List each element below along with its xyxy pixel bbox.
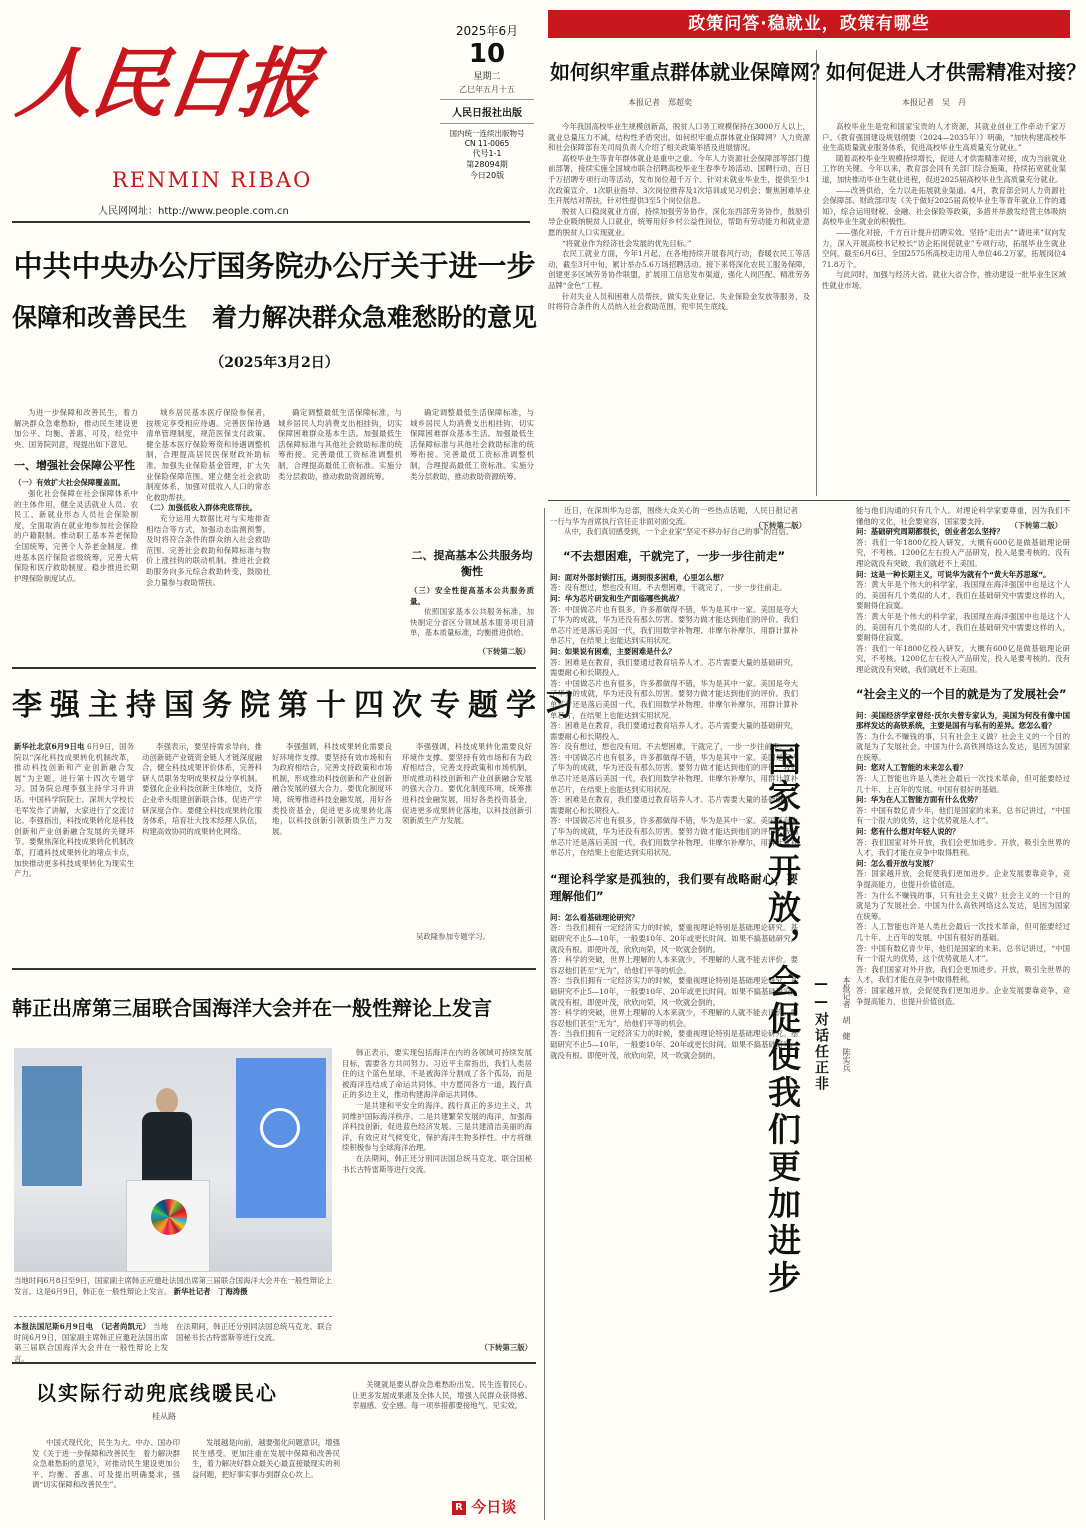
li-article (12, 672, 582, 962)
opinion-sub-1: （一）有效扩大社会保障覆盖面。 (14, 478, 125, 488)
han-lead-text: 当地时间6月9日，国家副主席韩正应邀赴法国出席第三届联合国海洋大会并在一般性辩论上发言。 (14, 1322, 168, 1363)
interview-byline-block (840, 976, 854, 1216)
policy-1-p6: 针对失业人员和困难人员帮扶，做实失业登记、失业保险金发放等服务，及时将符合条件的人员纳入社会救助范围，兜牢民生底线。 (548, 291, 810, 312)
sdg-wheel-icon (151, 1199, 187, 1235)
han-caption (14, 1276, 332, 1312)
interview-a2: 答：中国做芯片也有很多，许多都做得不错，华为是其中一家。美国是夸大了华为的成就，华为还没有那么厉害。要努力做才能达到他们的评价。我们单芯片还是落后美国一代，我们用数学补物理、非摩尔补摩尔，用群计算补单芯片，在结果上也能达到实用状况。 (550, 604, 798, 646)
policy-1-title: 如何织牢重点群体就业保障网？ (550, 60, 830, 84)
commentary-text-1: 中国式现代化，民生为大。中办、国办印发《关于进一步保障和改善民生 着力解决群众急难愁盼的意见》，对推动民生建设更加公平、均衡、普惠、可及提出明确要求，强调“切实保障和改善民生”。 (32, 1438, 180, 1490)
date-weekday: 星期二 (473, 72, 501, 82)
interview-ra4-repeat: 答：人工智能也许是人类社会最后一次技术革命，但可能要经过几十年、上百年的发展。中国有很好的基础。 (856, 922, 1070, 942)
issue: 第28094期 (466, 160, 508, 169)
interview-title: 国家越开放，会促使我们更加进步 (763, 742, 802, 1297)
opinion-sub-2: （二）加强低收入群体兜底帮扶。 (146, 503, 257, 513)
interview-ra7-repeat: 答：国家越开放，会促使我们更加进步。企业发展要靠竞争，竞争提高能力，也提升价值创造。 (856, 985, 1070, 1006)
today-talk-logo (452, 1496, 532, 1518)
han-col3-text-2: 一是共建和平安全的海洋。践行真正的多边主义，共同维护国际海洋秩序。二是共建繁荣发展的海洋，加强海洋科技创新，促进蓝色经济发展。三是共建清洁美丽的海洋，有效应对气候变化，保护海洋生物多样性。中方将继续积极参与全球海洋治理。 (342, 1100, 532, 1153)
masthead-website: 人民网网址：http://www.people.com.cn (98, 206, 289, 217)
headline-line-1: 中共中央办公厅国务院办公厅关于进一步 (13, 249, 536, 283)
interview-rq4: 问：您对人工智能的未来怎么看？ (856, 763, 967, 773)
interview-q0: 从中，我们真切感受到，一个企业家“坚定不移办好自己的事”的自信。 (564, 527, 794, 537)
li-col4-text: 李强强调，科技成果转化需要良好环境作支撑。要坚持有效市场和有为政府相结合，完善支持政策和市场机制，形成推动科技创新和产业创新融合发展的强大合力。要优化制度环境，统筹推进科技金融发展，用好各类投资基金，促进更多成果转化落地，以科技创新引领新质生产力发展。 (402, 742, 532, 826)
interview-q1: 问：面对外部封锁打压，遇到很多困难，心里怎么想？ (550, 572, 728, 582)
opinion-col-1 (14, 408, 138, 658)
li-title: 李强主持国务院第十四次专题学习 (12, 688, 582, 723)
interview-article (550, 506, 1072, 1522)
policy-2-continued: （下转第二版） (1010, 521, 1062, 530)
li-col4b-text: 吴政隆参加专题学习。 (416, 932, 490, 941)
li-lead: 新华社北京6月9日电 (14, 742, 85, 751)
interview-ra2-repeat: 答：黄大年是个伟大的科学家，我国现在海洋强国中也是这个人的。美国有几个类似的人才，我们在基础研究中需要这样的人，要耐得住寂寞。 (856, 611, 1070, 643)
interview-q4: 问：怎么看基础理论研究？ (550, 912, 639, 922)
interview-a2-repeat: 答：中国做芯片也有很多，许多都做得不错，华为是其中一家。美国是夸大了华为的成就，华为还没有那么厉害。要努力做才能达到他们的评价。我们单芯片还是落后美国一代，我们用数学补物理、非摩尔补摩尔，用群计算补单芯片，在结果上也能达到实用状况。 (550, 678, 798, 720)
li-col-3 (272, 742, 392, 952)
commentary-col-1 (32, 1438, 180, 1520)
interview-vertical-title (760, 742, 810, 1332)
li-col-4 (402, 742, 532, 952)
policy-2-body (822, 122, 1066, 517)
commentary-byline: 桂从路 (152, 1412, 176, 1421)
headline-date: （2025年3月2日） (210, 355, 339, 371)
opinion-col2b-text: 充分运用大数据比对与实地排查相结合等方式，加强动态监测预警，及时将符合条件的群众纳入社会救助范围。完善社会救助和保障标准与物价上涨挂钩的联动机制。推进社会救助服务向多元综合救助转变，鼓励社会力量参与救助帮扶。 (146, 513, 270, 587)
interview-ra2: 答：黄大年是个伟大的科学家，我国现在海洋强国中也是这个人的。美国有几个类似的人才，我们在基础研究中需要这样的人，要耐得住寂寞。 (856, 580, 1070, 611)
interview-ra3: 答：为什么不赚钱的事，只有社会主义做？社会主义的一个目的就是为了发展社会。中国为什么高铁网络这么发达，是因为国家在统筹。 (856, 731, 1070, 762)
opinion-sub-3: （三）安全性提高基本公共服务质量。 (410, 586, 534, 606)
interview-byline: 本报记者 胡 健 陈实兵 (842, 976, 851, 1072)
interview-r-top: 能与他们沟通的只有几个人。对理论科学家要尊重，因为我们不懂他的文化，社会要宽容，国家要支持。 (856, 506, 1070, 526)
policy-1-p4: “将就业作为经济社会发展的优先目标。” (562, 238, 692, 248)
cn-label: 国内统一连续出版物号 (449, 129, 525, 138)
commentary-col-3 (352, 1380, 532, 1492)
han-photo (14, 1048, 332, 1272)
policy-1-body (548, 122, 810, 517)
interview-ra5: 答：中国有数亿青少年，他们是国家的未来。总书记讲过，“中国有一个很大的优势，这个优势就是人才”。 (856, 805, 1070, 826)
policy-2-p3: ——改善供给，全力以赴拓展就业渠道。4月，教育部会同人力资源社会保障部、财政部印发《关于做好2025届高校毕业生等青年就业工作的通知》，综合运用财税、金融、社会保险等政策，多措并举激发经营主体吸纳高校毕业生就业的积极性。 (822, 185, 1066, 227)
li-col1-text: 6月9日，国务院以“深化科技成果转化机制改革，推动科技创新和产业创新融合发展”为主题，进行第十四次专题学习。国务院总理李强主持学习并讲话。中国科学院院士、深圳大学校长毛军发作了讲解，大家进行了交流讨论。李强指出，科技成果转化是科技创新和产业创新融合发展的关键环节。要聚焦深化科技成果转化机制改革，打通科技成果转化的堵点卡点，加快推动更多科技成果转化为现实生产力。 (14, 742, 134, 879)
opinion-body (14, 408, 534, 660)
commentary-text-3: 关键就是要从群众急难愁盼出发。民生连着民心。让更多发展成果惠及全体人民，增强人民群众获得感、幸福感、安全感。每一项举措都要接地气、见实效。 (352, 1380, 532, 1411)
headline-line-2: 保障和改善民生 着力解决群众急难愁盼的意见 (12, 303, 538, 332)
interview-right-sub: “社会主义的一个目的就是为了发展社会” (856, 686, 1067, 701)
interview-a4-repeat-2: 答：当我们拥有一定经济实力的时候，要重视理论特别是基础理论研究。基础研究不止5—10年，一般要10年、20年或更长时间。如果不搞基础研究，就没有根。即使叶茂，欣欣向荣，风一吹就会倒的。 (550, 1029, 798, 1060)
interview-q3: 问：如果说有困难，主要困难是什么？ (550, 646, 676, 656)
opinion-continued: （下转第二版） (478, 647, 530, 656)
interview-q2: 问：华为芯片研发和生产面临哪些挑战？ (550, 593, 684, 603)
han-continued: （下转第三版） (480, 1343, 532, 1352)
interview-rq6: 问：您有什么想对年轻人说的？ (856, 827, 960, 837)
han-caption-text: 当地时间6月8日至9日，国家副主席韩正应邀赴法国出席第三届联合国海洋大会并在一般性辩论上发言。这是6月9日，韩正在一般性辩论上发言。 (14, 1276, 332, 1296)
li-col-2 (142, 742, 262, 952)
commentary (12, 1366, 536, 1524)
main-headline (12, 230, 537, 410)
li-col-1 (14, 742, 134, 952)
interview-a3-repeat-2: 答：困难是在教育，我们要通过教育培养人才。芯片需要大量的基础研究，需要耐心和长期投入。 (550, 795, 798, 815)
masthead (11, 8, 544, 218)
han-photo-credit: 新华社记者 丁海涛摄 (173, 1286, 248, 1296)
interview-intro: 近日，在深圳华为总部，围绕大众关心的一些热点话题，人民日报记者一行与华为首席执行官任正非面对面交流。 (550, 506, 798, 526)
opinion-col4b-text: 依照国家基本公共服务标准，加快制定分省区分领域基本服务项目清单，基本质量标准，均衡推进供给。 (410, 607, 534, 638)
interview-a1: 答：没有想过，想也没有用。不去想困难，干就完了，一步一步往前走。 (550, 583, 787, 593)
policy-1-byline: 本报记者 郑超奕 (628, 98, 692, 107)
policy-1-p2: 高校毕业生等青年群体就业是重中之重。今年人力资源社会保障部等部门提前部署，接续实施全国城市联合招聘高校毕业生春季专场活动、国聘行动、百日千万招聘专项行动等活动，发布岗位超千万个。针对未就业毕业生，提供至少1次政策宣介、1次职业指导、3次岗位推荐及1次培训或见习机会；聚焦困难毕业生开展结对帮扶，针对性提供3至5个岗位信息。 (548, 153, 810, 206)
interview-ra6: 答：我们国家对外开放，我们会更加进步。开放，吸引全世界的人才，我们才能在竞争中取得胜利。 (856, 837, 1070, 858)
policy-banner-text: 政策问答·稳就业，政策有哪些 (688, 14, 930, 34)
interview-a2-repeat-3: 答：中国做芯片也有很多，许多都做得不错，华为是其中一家。美国是夸大了华为的成就，华为还没有那么厉害。要努力做才能达到他们的评价。我们单芯片还是落后美国一代，我们用数学补物理、非摩尔补摩尔，用群计算补单芯片，在结果上也能达到实用状况。 (550, 816, 798, 858)
date-day: 10 (468, 39, 506, 69)
interview-a5: 答：科学的突破，世界上理解的人本来就少，不理解的人就不能去评价。要容忍他们甚至“无为”，给他们平等的机会。 (550, 955, 798, 975)
interview-ra3-repeat: 答：为什么不赚钱的事，只有社会主义做？社会主义的一个目的就是为了发展社会。中国为什么高铁网络这么发达，是因为国家在统筹。 (856, 890, 1070, 921)
cn-number: CN 11-0065 (464, 139, 510, 148)
pages: 今日20版 (469, 171, 505, 180)
policy-1-p3: 脱贫人口稳岗就业方面，持续加强劳务协作，深化东西部劳务协作，鼓励引导企业吸纳脱贫人口就业，统筹用好乡村公益性岗位，帮助有劳动能力和就业意愿的脱贫人口实现就业。 (548, 206, 810, 237)
policy-1-p5: 农民工就业方面，今年1月起，在各地持续开展春风行动，春暖农民工等活动，截至3月中旬，累计举办5.6万场招聘活动。接下来将深化农民工服务保障，创建更多区域劳务协作联盟，扩展用工信息发布渠道，强化人岗匹配、精准劳务品牌“金色”工程。 (548, 249, 810, 290)
policy-2-title: 如何促进人才供需精准对接？ (826, 60, 1086, 84)
policy-banner (548, 10, 1070, 38)
today-talk-label: 今日谈 (471, 1498, 517, 1516)
interview-ra1: 答：我们一年1800亿投入研发，大概有600亿是做基础理论研究，不考核。1200亿左右投入产品研发，投入是要考核的。没有理论就没有突破，我们就赶不上美国。 (856, 537, 1070, 568)
han-article (12, 972, 536, 1363)
han-lead-col-2-text: 在法期间，韩正还分别同法国总统马克龙、联合国秘书长古特雷斯等进行交流。 (176, 1322, 332, 1342)
opinion-section-1: 一、增强社会保障公平性 (14, 459, 135, 473)
interview-a4: 答：当我们拥有一定经济实力的时候，要重视理论特别是基础理论研究。基础研究不止5—10年，一般要10年、20年或更长时间。如果不搞基础研究，就没有根。即使叶茂，欣欣向荣，风一吹就会倒的。 (550, 923, 798, 954)
interview-sub-2: “理论科学家是孤独的，我们要有战略耐心，要理解他们” (550, 871, 798, 903)
interview-subtitle-block (812, 976, 832, 1236)
interview-rq7: 问：怎么看开放与发展？ (856, 858, 938, 868)
opinion-intro: 为进一步保障和改善民生，着力解决群众急难愁盼，推动民生建设更加公平、均衡、普惠、可及，经党中央、国务院同意，现提出如下意见。 (14, 408, 138, 449)
policy-1-continued: （下转第二版） (754, 521, 806, 530)
interview-rq2: 问：这是一种长期主义，可说华为就有个“黄大年苏思琢”。 (856, 569, 1051, 579)
interview-ra6-repeat: 答：我们国家对外开放，我们会更加进步。开放，吸引全世界的人才，我们才能在竞争中取得胜利。 (856, 964, 1070, 985)
interview-sub-1: “不去想困难，干就完了，一步一步往前走” (562, 548, 786, 563)
interview-subtitle: ——对话任正非 (813, 976, 829, 1092)
today-talk-icon: R (452, 1501, 466, 1515)
han-lead: 本报法国尼斯6月9日电 （记者尚凯元） (14, 1322, 151, 1331)
han-col3-text-1: 韩正表示，要实现包括海洋在内的各领域可持续发展目标，需要各方共同努力。习近平主席指出，我们人类居住的这个蓝色星球，不是被海洋分割成了各个孤岛，而是被海洋连结成了命运共同体。中方愿同各方一道，践行真正的多边主义，推动构建海洋命运共同体。 (342, 1048, 532, 1100)
policy-2-byline: 本报记者 吴 丹 (902, 98, 966, 107)
commentary-title: 以实际行动兜底线暖民心 (36, 1381, 278, 1405)
li-col3-text: 李强强调，科技成果转化需要良好环境作支撑。要坚持有效市场和有为政府相结合，完善支持政策和市场机制，形成推动科技创新和产业创新融合发展的强大合力。要优化制度环境，统筹推进科技金融发展，用好各类投资基金，促进更多成果转化落地，以科技创新引领新质生产力发展。 (272, 742, 392, 836)
interview-a1-repeat: 答：没有想过，想也没有用。不去想困难，干就完了，一步一步往前走。 (550, 742, 787, 752)
li-col2-text: 李强表示，要坚持需求导向，推动创新链产业链资金链人才链深度融合，健全科技成果评价体系，完善科研人员职务发明成果权益分享机制。要强化企业科技创新主体地位，支持企业牵头组建创新联合体，促进产学研深度合作。要健全科技成果转化服务体系，培育壮大技术经理人队伍，构建高效协同的成果转化网络。 (142, 742, 262, 836)
masthead-pinyin: RENMIN RIBAO (112, 168, 313, 192)
date-box (434, 20, 540, 210)
opinion-col3-text: 确定调整最低生活保障标准，与城乡居民人均消费支出相挂钩，切实保障困难群众基本生活。加强最低生活保障标准与其他社会救助标准的统筹衔接。完善最低工资标准调整机制，合理提高最低工资标准。实施分类分层救助，推动救助资源统筹。 (278, 408, 402, 481)
interview-ra5-repeat: 答：中国有数亿青少年，他们是国家的未来。总书记讲过，“中国有一个很大的优势，这个优势就是人才”。 (856, 943, 1070, 964)
interview-a3: 答：困难是在教育，我们要通过教育培养人才。芯片需要大量的基础研究，需要耐心和长期投入。 (550, 657, 798, 678)
han-col3-text-3: 在法期间，韩正还分别同法国总统马克龙、联合国秘书长古特雷斯等进行交流。 (342, 1153, 532, 1174)
opinion-col-2 (146, 408, 270, 658)
publisher: 人民日报社出版 (452, 108, 522, 119)
date-lunar: 乙巳年五月十五 (459, 85, 515, 94)
conference-panel (22, 1066, 82, 1186)
opinion-col4-text: 确定调整最低生活保障标准，与城乡居民人均消费支出相挂钩，切实保障困难群众基本生活。加强最低生活保障标准与其他社会救助标准的统筹衔接。完善最低工资标准调整机制，合理提高最低工资标准。实施分类分层救助，推动救助资源统筹。 (410, 408, 534, 481)
policy-2-p2: 随着高校毕业生规模持续增长，促进人才供需精准对接，成为当前就业工作的关键。今年以来，教育部会同有关部门综合施策，持续拓宽就业渠道，加快推动毕业生就业进程，促进2025届高校毕业生高质量充分就业。 (822, 153, 1066, 184)
han-lead-col-2 (176, 1322, 332, 1354)
interview-a4-repeat: 答：当我们拥有一定经济实力的时候，要重视理论特别是基础理论研究。基础研究不止5—10年，一般要10年、20年或更长时间。如果不搞基础研究，就没有根。即使叶茂，欣欣向荣，风一吹就会倒的。 (550, 976, 798, 1007)
interview-ra4: 答：人工智能也许是人类社会最后一次技术革命，但可能要经过几十年、上百年的发展。中国有很好的基础。 (856, 774, 1070, 794)
lectern (126, 1180, 210, 1272)
date-month: 2025年6月 (455, 24, 519, 38)
interview-rq5: 问：华为在人工智能方面有什么优势？ (856, 795, 982, 805)
opinion-col-3 (278, 408, 402, 658)
interview-a2-repeat-2: 答：中国做芯片也有很多，许多都做得不错，华为是其中一家。美国是夸大了华为的成就，华为还没有那么厉害。要努力做才能达到他们的评价。我们单芯片还是落后美国一代，我们用数学补物理、非摩尔补摩尔，用群计算补单芯片，在结果上也能达到实用状况。 (550, 752, 798, 794)
opinion-section-2: 二、提高基本公共服务均衡性 (411, 549, 533, 578)
interview-rq1: 问：基础研究周期都很长，创业者怎么坚持？ (856, 527, 1004, 537)
commentary-text-2: 发展越是向前，越要强化问题意识，增强民生感受。更加注重在发展中保障和改善民生，着力解决好群众最关心最直接最现实的利益问题，把好事实事办到群众心坎上。 (192, 1438, 340, 1479)
opinion-col2-text: 城乡居民基本医疗保险参保者，按规定享受相应待遇。完善医保待遇清单管理制度，规范医保支付政策。健全基本医疗保险筹资和待遇调整机制，合理提高居民医保财政补助标准。加强失业保险基金管理，扩大失业保险保障范围。建立健全社会救助制度体系，加强对低收入人口的常态化救助帮扶。 (146, 408, 270, 502)
interview-ra7: 答：国家越开放，会促使我们更加进步。企业发展要靠竞争，竞争提高能力，也提升价值创造。 (856, 869, 1070, 889)
policy-2-p4: ——强化对接，千方百计提升招聘实效。坚持“走出去”“请进来”双向发力，深入开展高校书记校长“访企拓岗促就业”专项行动，拓展毕业生就业空间。截至6月6日，全国2575所高校走访用人单位46.2万家，拓展岗位471.8万个。 (822, 227, 1066, 269)
un-emblem-icon (260, 1108, 300, 1148)
han-col-3 (342, 1048, 532, 1322)
masthead-logo: 人民日报 (11, 39, 321, 128)
han-title: 韩正出席第三届联合国海洋大会并在一般性辩论上发言 (12, 996, 492, 1020)
interview-rq3: 问：美国经济学家曾经·沃尔夫曾专家认为，美国为何没有像中国那样发达的高铁系统，主要是国有与私有的差异。您怎么看？ (856, 710, 1070, 731)
policy-2-p5: 与此同时，加强与经济大省、就业大省合作，推动建设一批毕业生区域性就业市场。 (822, 270, 1066, 290)
policy-1-p1: 今年我国高校毕业生规模创新高，脱贫人口务工规模保持在3000万人以上，就业总量压力不减，结构性矛盾突出。如何织牢重点群体就业保障网？人力资源和社会保障部有关司局负责人介绍了相关政策举措及进展情况。 (548, 122, 810, 153)
commentary-col-2 (192, 1438, 340, 1520)
interview-a3-repeat: 答：困难是在教育，我们要通过教育培养人才。芯片需要大量的基础研究，需要耐心和长期投入。 (550, 721, 798, 741)
opinion-col-4 (410, 408, 534, 658)
interview-col-2 (856, 506, 1070, 1518)
code: 代号1-1 (472, 149, 502, 158)
policy-2-p1: 高校毕业生是党和国家宝贵的人才资源，其就业创业工作牵动千家万户。《教育强国建设规划纲要（2024—2035年）》明确，“加快构建高校毕业生高质量就业服务体系，促进高校毕业生高质量充分就业。” (822, 122, 1066, 153)
interview-ra1-repeat: 答：我们一年1800亿投入研发，大概有600亿是做基础理论研究，不考核。1200亿左右投入产品研发，投入是要考核的。没有理论就没有突破，我们就赶不上美国。 (856, 643, 1070, 674)
interview-a5-repeat: 答：科学的突破，世界上理解的人本来就少，不理解的人就不能去评价。要容忍他们甚至“无为”，给他们平等的机会。 (550, 1008, 798, 1028)
opinion-col1-text: 强化社会保障在社会保障体系中的主体作用，健全灵活就业人员、农民工、新就业形态人员社会保险制度，全面取消在就业地参加社会保险的户籍限制。推动职工基本养老保险全国统筹，完善个人养老金制度。推进基本医疗保险省级统筹，完善大病保险和医疗救助制度。稳步推进长期护理保险制度试点。 (14, 488, 138, 583)
han-lead-col-1 (14, 1322, 168, 1363)
